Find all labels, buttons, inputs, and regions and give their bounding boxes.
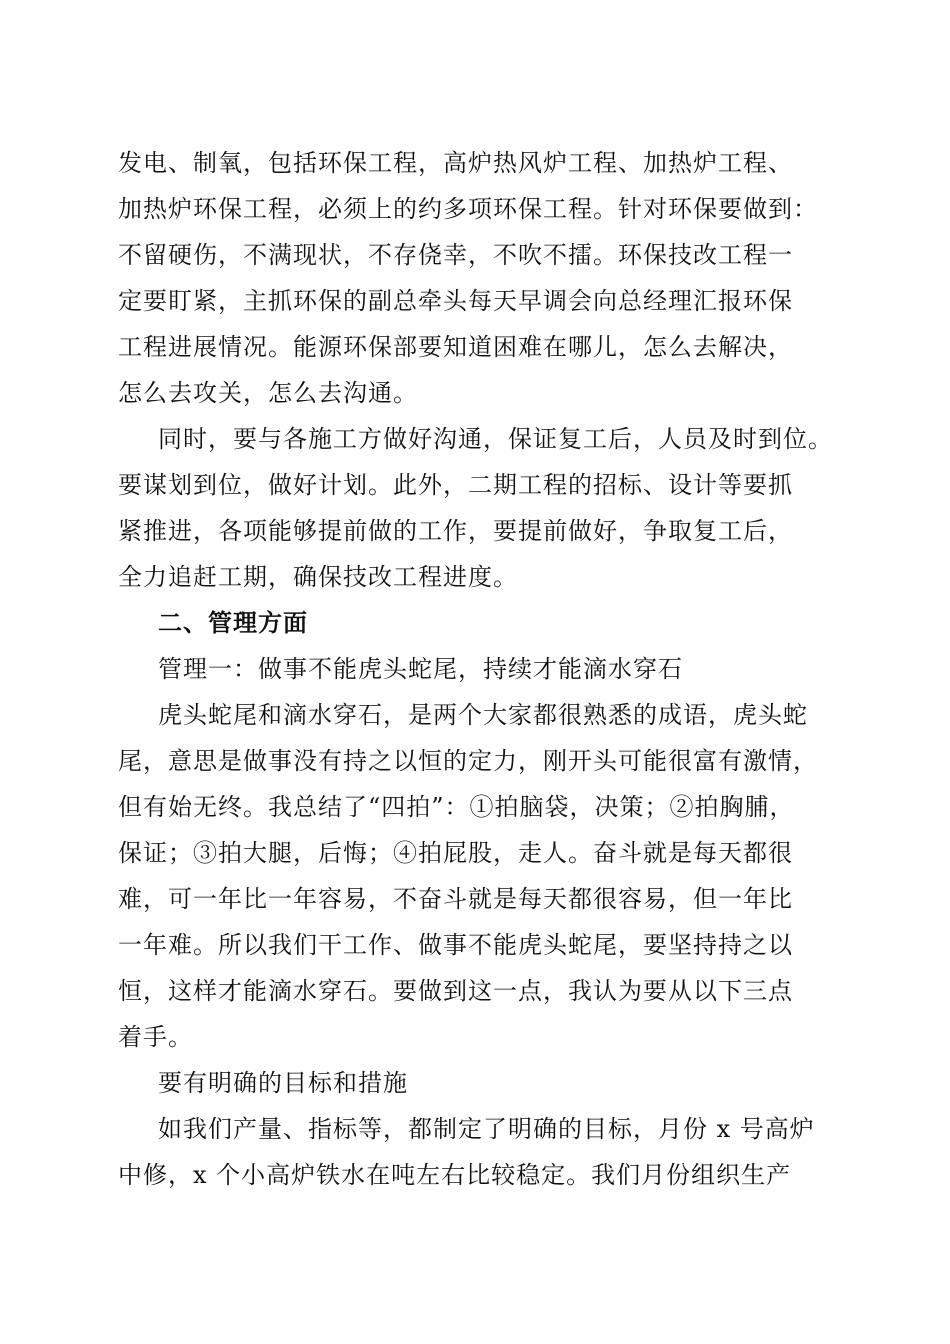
document-body xyxy=(118,140,838,1198)
body-line: 要谋划到位，做好计划。此外，二期工程的招标、设计等要抓 xyxy=(118,471,793,499)
body-line: 不留硬伤，不满现状，不存侥幸，不吹不擂。环保技改工程一 xyxy=(118,241,793,269)
subsection-title: 管理一：做事不能虎头蛇尾，持续才能滴水穿石 xyxy=(158,655,683,683)
section-heading: 二、管理方面 xyxy=(158,609,308,637)
body-line: 保证；③拍大腿，后悔；④拍屁股，走人。奋斗就是每天都很 xyxy=(118,839,793,867)
body-line: 中修，x 个小高炉铁水在吨左右比较稳定。我们月份组织生产 xyxy=(118,1161,792,1189)
body-line: 恒，这样才能滴水穿石。要做到这一点，我认为要从以下三点 xyxy=(118,977,793,1005)
body-line: 加热炉环保工程，必须上的约多项环保工程。针对环保要做到： xyxy=(118,195,818,223)
body-line: 紧推进，各项能够提前做的工作，要提前做好，争取复工后， xyxy=(118,517,793,545)
body-line: 全力追赶工期，确保技改工程进度。 xyxy=(118,563,518,591)
body-line: 工程进展情况。能源环保部要知道困难在哪儿，怎么去解决， xyxy=(118,333,793,361)
paragraph-start-line: 如我们产量、指标等，都制定了明确的目标，月份 x 号高炉 xyxy=(158,1115,815,1143)
body-line: 但有始无终。我总结了“四拍”：①拍脑袋，决策；②拍胸脯， xyxy=(118,793,795,821)
body-line: 定要盯紧，主抓环保的副总牵头每天早调会向总经理汇报环保 xyxy=(118,287,793,315)
body-line: 一年难。所以我们干工作、做事不能虎头蛇尾，要坚持持之以 xyxy=(118,931,793,959)
body-line: 怎么去攻关，怎么去沟通。 xyxy=(118,379,418,407)
body-line: 发电、制氧，包括环保工程，高炉热风炉工程、加热炉工程、 xyxy=(118,149,793,177)
paragraph-start-line: 同时，要与各施工方做好沟通，保证复工后，人员及时到位。 xyxy=(158,425,833,453)
body-line: 难，可一年比一年容易，不奋斗就是每天都很容易，但一年比 xyxy=(118,885,793,913)
point-title: 要有明确的目标和措施 xyxy=(158,1069,408,1097)
body-line: 尾，意思是做事没有持之以恒的定力，刚开头可能很富有激情， xyxy=(118,747,818,775)
body-line: 着手。 xyxy=(118,1023,193,1051)
paragraph-start-line: 虎头蛇尾和滴水穿石，是两个大家都很熟悉的成语，虎头蛇 xyxy=(158,701,808,729)
